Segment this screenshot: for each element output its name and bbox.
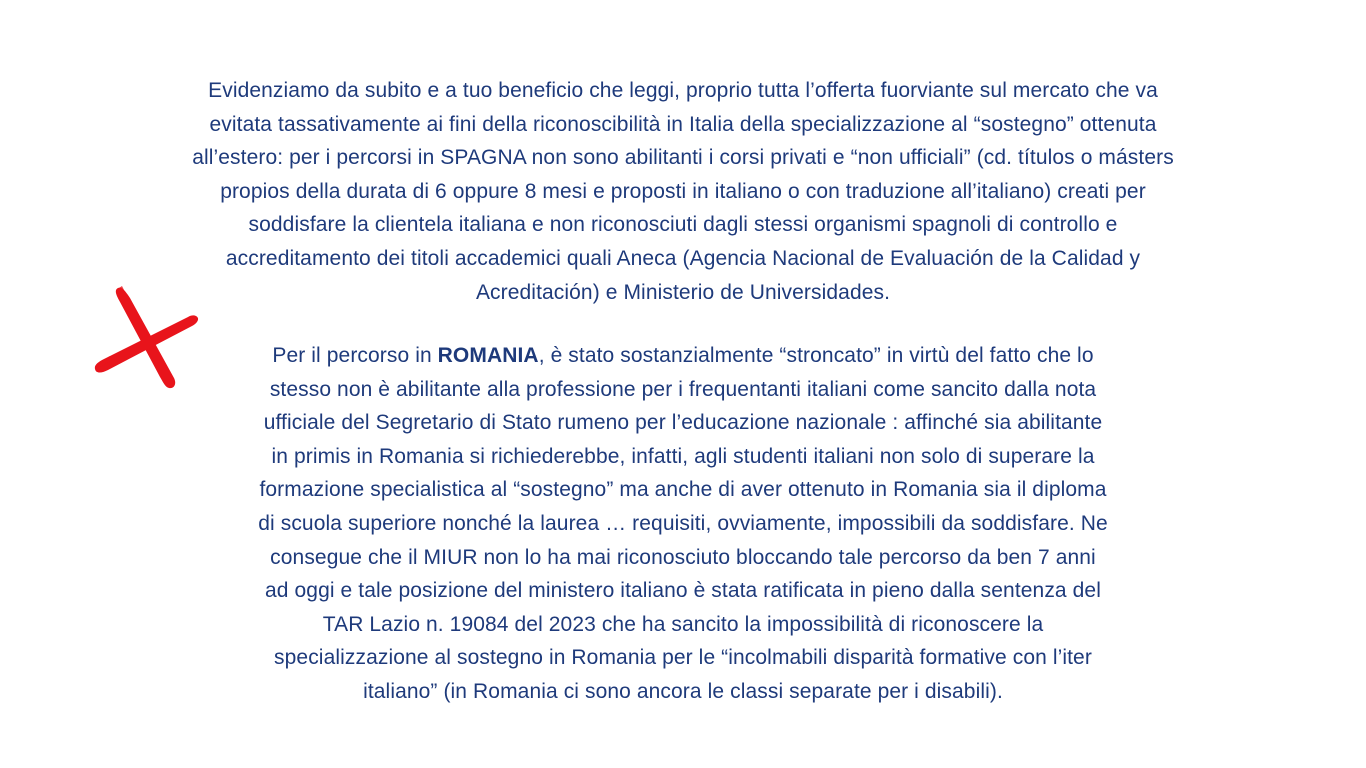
text-line: propios della durata di 6 oppure 8 mesi e proposti in italiano o con traduzione all’italiano) creati per [220,179,1146,203]
text-line: all’estero: per i percorsi in SPAGNA non sono abilitanti i corsi privati e “non ufficiali” (cd. títulos o másters [192,146,1174,170]
text-line: TAR Lazio n. 19084 del 2023 che ha sancito la impossibilità di riconoscere la [322,612,1044,636]
text-line: italiano” (in Romania ci sono ancora le classi separate per i disabili). [363,679,1003,703]
text-line: accreditamento dei titoli accademici quali Aneca (Agencia Nacional de Evaluación de la Calidad y [225,246,1141,270]
text-line [162,339,1204,373]
romania-paragraph [162,339,1204,709]
text-line: ad oggi e tale posizione del ministero italiano è stata ratificata in pieno dalla sentenza del [265,579,1101,603]
text-line: in primis in Romania si richiederebbe, infatti, agli studenti italiani non solo di superare la [271,444,1095,468]
text-line: di scuola superiore nonché la laurea … requisiti, ovviamente, impossibili da soddisfare. Ne [258,511,1108,535]
text-line: evitata tassativamente ai fini della riconoscibilità in Italia della specializzazione al “sostegno” ottenuta [209,112,1157,136]
text-line: consegue che il MIUR non lo ha mai riconosciuto bloccando tale percorso da ben 7 anni [270,545,1096,569]
line-suffix: , è stato sostanzialmente “stroncato” in virtù del fatto che lo [538,344,1094,367]
spain-paragraph [78,74,1288,309]
text-line: Evidenziamo da subito e a tuo beneficio che leggi, proprio tutta l’offerta fuorviante sul mercato che va [208,79,1158,102]
text-line: Acreditación) e Ministerio de Universidades. [475,280,891,304]
text-line: ufficiale del Segretario di Stato rumeno per l’educazione nazionale : affinché sia abilitante [263,411,1103,435]
text-line: stesso non è abilitante alla professione per i frequentanti italiani come sancito dalla nota [269,377,1097,401]
romania-keyword: ROMANIA [437,344,539,367]
text-line: specializzazione al sostegno in Romania per le “incolmabili disparità formative con l’iter [274,646,1092,670]
line-prefix: Per il percorso in [272,344,438,367]
text-line: formazione specialistica al “sostegno” ma anche di aver ottenuto in Romania sia il diploma [259,478,1107,502]
text-line: soddisfare la clientela italiana e non riconosciuti dagli stessi organismi spagnoli di controllo e [248,213,1118,237]
